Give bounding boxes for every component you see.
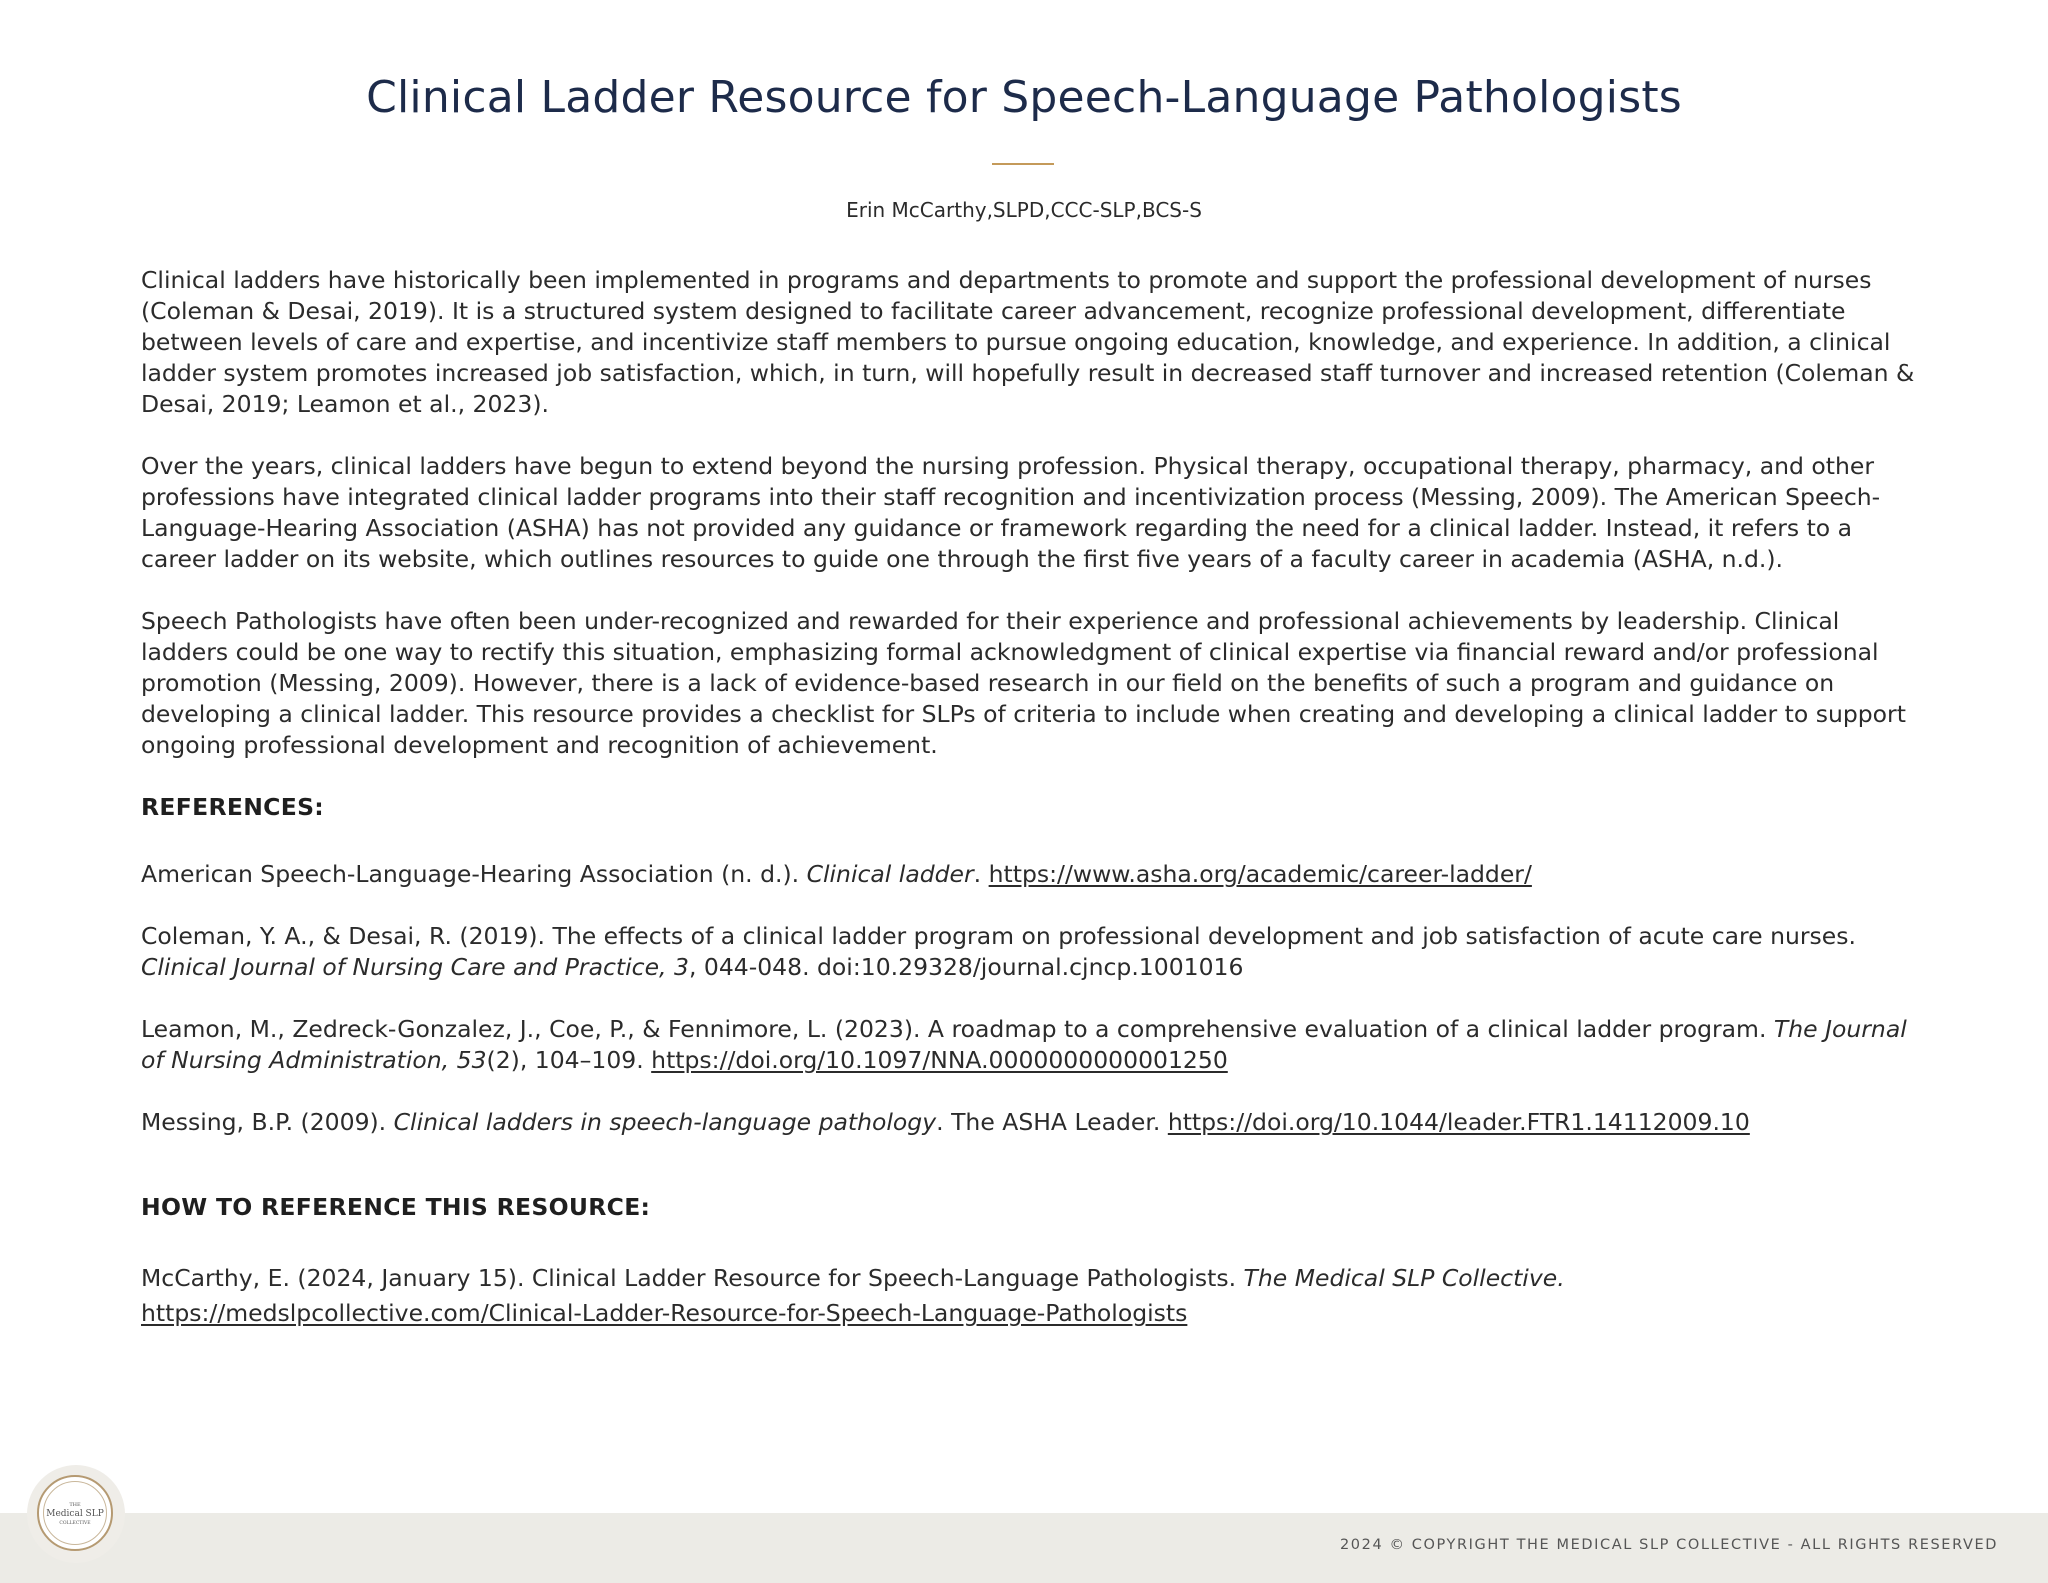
reference-text: (2), 104–109. — [486, 1046, 652, 1074]
main-content — [141, 265, 1931, 1331]
reference-link-asha[interactable]: https://www.asha.org/academic/career-ladder/ — [988, 860, 1532, 888]
reference-journal: Clinical Journal of Nursing Care and Practice, 3 — [141, 953, 689, 981]
logo-text-bottom: COLLECTIVE — [59, 1521, 91, 1526]
reference-item-asha — [141, 859, 1931, 890]
reference-link-leamon[interactable]: https://doi.org/10.1097/NNA.0000000000001250 — [651, 1046, 1228, 1074]
page-title: Clinical Ladder Resource for Speech-Language Pathologists — [366, 72, 1682, 123]
author-line: Erin McCarthy,SLPD,CCC-SLP,BCS-S — [846, 198, 1202, 222]
reference-text: . The ASHA Leader. — [936, 1108, 1168, 1136]
logo-wordmark — [37, 1502, 113, 1527]
copyright-notice: 2024 © COPYRIGHT THE MEDICAL SLP COLLECTIVE - ALL RIGHTS RESERVED — [1339, 1537, 1998, 1553]
reference-text: Coleman, Y. A., & Desai, R. (2019). The effects of a clinical ladder program on professional development and job satisfaction of acute care nurses. — [141, 922, 1856, 950]
reference-text: . — [973, 860, 989, 888]
resource-citation — [141, 1261, 1931, 1331]
intro-paragraph-2: Over the years, clinical ladders have begun to extend beyond the nursing profession. Physical therapy, occupational therapy, pharmacy, and other professions have integrated clinical ladder programs into their staff recognition and incentivization process (Messing, 2009). The American Speech-Language-Hearing Association (ASHA) has not provided any guidance or framework regarding the need for a clinical ladder. Instead, it refers to a career ladder on its website, which outlines resources to guide one through the first five years of a faculty career in academia (ASHA, n.d.). — [141, 452, 1881, 573]
reference-title: Clinical ladders in speech-language pathology — [393, 1108, 937, 1136]
reference-item-leamon — [141, 1014, 1931, 1076]
how-to-reference-heading: HOW TO REFERENCE THIS RESOURCE: — [141, 1193, 651, 1221]
citation-text: McCarthy, E. (2024, January 15). Clinical Ladder Resource for Speech-Language Pathologists. — [141, 1264, 1244, 1292]
reference-title: Clinical ladder — [806, 860, 974, 888]
reference-item-messing — [141, 1107, 1931, 1138]
reference-link-messing[interactable]: https://doi.org/10.1044/leader.FTR1.14112009.10 — [1167, 1108, 1750, 1136]
reference-text: , 044-048. doi:10.29328/journal.cjncp.1001016 — [688, 953, 1244, 981]
intro-paragraph-1: Clinical ladders have historically been implemented in programs and departments to promote and support the professional development of nurses (Coleman & Desai, 2019). It is a structured system designed to facilitate career advancement, recognize professional development, differentiate between levels of care and expertise, and incentivize staff members to pursue ongoing education, knowledge, and experience. In addition, a clinical ladder system promotes increased job satisfaction, which, in turn, will hopefully result in decreased staff turnover and increased retention (Coleman & Desai, 2019; Leamon et al., 2023). — [141, 266, 1915, 418]
logo-text-name: Medical SLP — [46, 1509, 104, 1519]
reference-journal: The Journal of Nursing Administration, 53 — [141, 1015, 1907, 1074]
reference-item-coleman — [141, 921, 1931, 983]
citation-link[interactable]: https://medslpcollective.com/Clinical-Ladder-Resource-for-Speech-Language-Pathologists — [141, 1299, 1188, 1327]
reference-text: Messing, B.P. (2009). — [141, 1108, 394, 1136]
references-heading: REFERENCES: — [141, 793, 324, 821]
logo-text-top: THE — [69, 1502, 81, 1508]
reference-text: Leamon, M., Zedreck-Gonzalez, J., Coe, P., & Fennimore, L. (2023). A roadmap to a comprehensive evaluation of a clinical ladder program. — [141, 1015, 1774, 1043]
title-divider — [992, 163, 1054, 165]
reference-text: American Speech-Language-Hearing Association (n. d.). — [141, 860, 807, 888]
intro-paragraph-3: Speech Pathologists have often been under-recognized and rewarded for their experience and professional achievements by leadership. Clinical ladders could be one way to rectify this situation, emphasizing formal acknowledgment of clinical expertise via financial reward and/or professional promotion (Messing, 2009). However, there is a lack of evidence-based research in our field on the benefits of such a program and guidance on developing a clinical ladder. This resource provides a checklist for SLPs of criteria to include when creating and developing a clinical ladder to support ongoing professional development and recognition of achievement. — [141, 607, 1906, 759]
citation-publisher: The Medical SLP Collective. — [1243, 1264, 1565, 1292]
